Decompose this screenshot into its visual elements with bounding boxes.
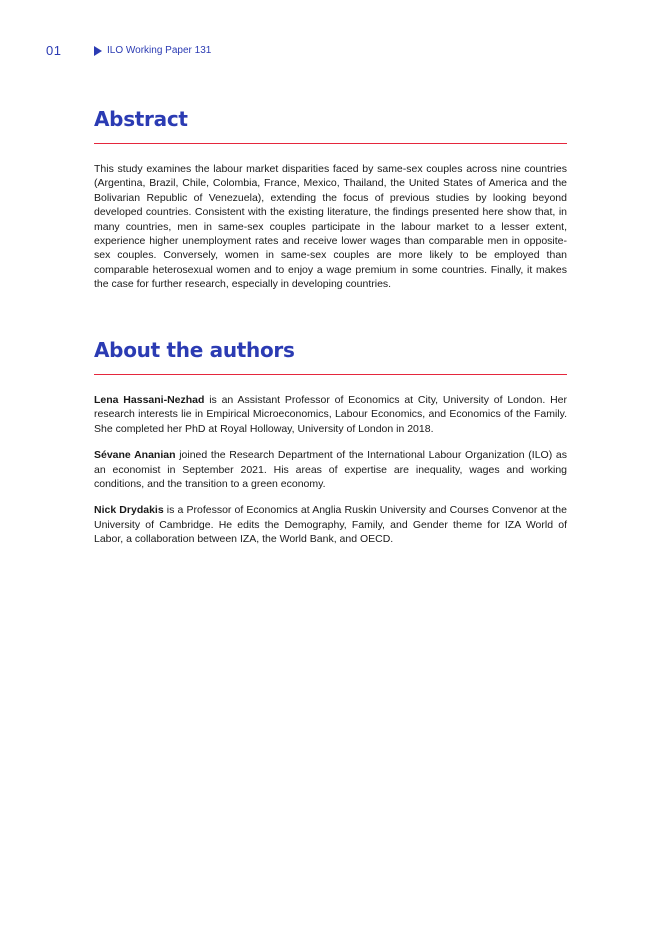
running-title: ILO Working Paper 131 xyxy=(107,45,212,56)
abstract-heading: Abstract xyxy=(94,107,188,131)
play-triangle-icon xyxy=(94,46,102,56)
page-number: 01 xyxy=(46,43,62,58)
running-header xyxy=(94,45,211,56)
author-name: Sévane Ananian xyxy=(94,449,176,462)
author-bio xyxy=(94,503,567,546)
authors-heading: About the authors xyxy=(94,338,295,362)
author-description: joined the Research Department of the International Labour Organization (ILO) as an economist in September 2021. His areas of expertise are inequality, wages and working conditions, and the transition to a green economy. xyxy=(94,449,567,491)
abstract-section xyxy=(94,107,567,292)
abstract-divider xyxy=(94,143,567,144)
author-name: Lena Hassani-Nezhad xyxy=(94,394,205,406)
author-description: is an Assistant Professor of Economics at City, University of London. Her research interests lie in Empirical Microeconomics, Labour Economics, and Economics of the Family. She completed her PhD at Royal Holloway, University of London in 2018. xyxy=(94,394,567,435)
author-description: is a Professor of Economics at Anglia Ruskin University and Courses Convenor at the University of Cambridge. He edits the Demography, Family, and Gender theme for IZA World of Labor, a collaboration between IZA, the World Bank, and OECD. xyxy=(94,504,567,546)
authors-section xyxy=(94,338,567,547)
author-name: Nick Drydakis xyxy=(94,504,164,517)
author-bio xyxy=(94,448,567,491)
author-bio xyxy=(94,393,567,436)
authors-divider xyxy=(94,374,567,375)
abstract-text: This study examines the labour market disparities faced by same-sex couples across nine countries (Argentina, Brazil, Chile, Colombia, France, Mexico, Thailand, the United States of America and the Bolivarian Republic of Venezuela), extending the focus of previous studies by looking beyond developed countries. Consistent with the existing literature, the findings presented here show that, in many countries, men in same-sex couples participate in the labour market to a lesser extent, experience higher unemployment rates and receive lower wages than comparable men in opposite-sex couples. Conversely, women in same-sex couples are more likely to be employed than comparable heterosexual women and to enjoy a wage premium in some countries. Finally, it makes the case for further research, especially in developing countries. xyxy=(94,163,567,291)
